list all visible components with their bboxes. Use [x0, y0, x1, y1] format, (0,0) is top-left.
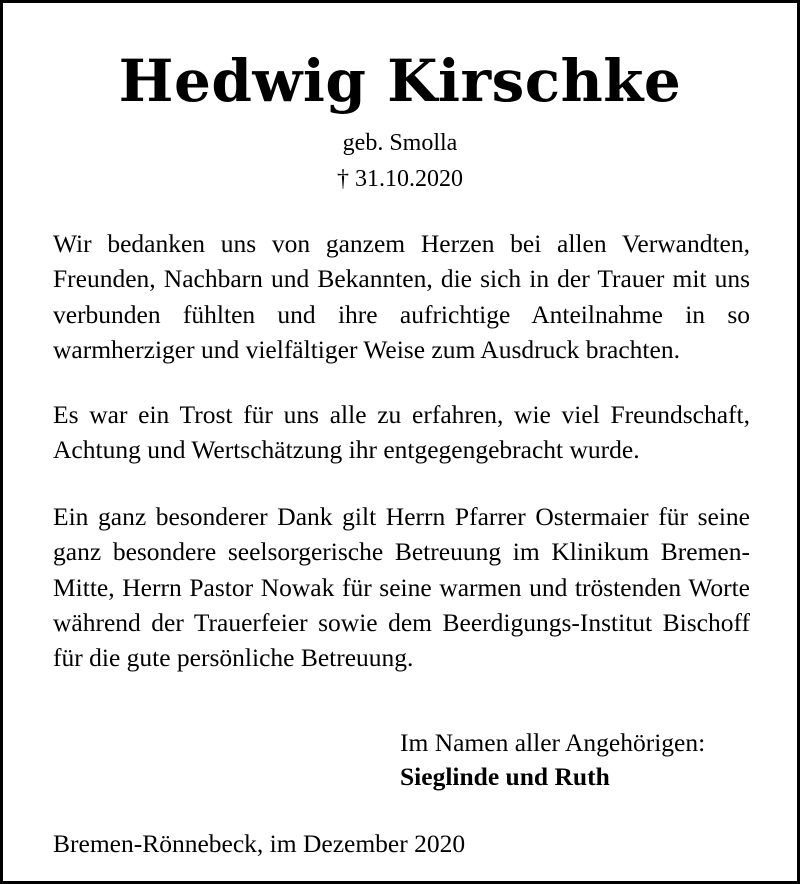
thanks-paragraph: Wir bedanken uns von ganzem Herzen bei allen Verwandten, Freunden, Nachbarn und Bekannten, die sich in der Trauer mit uns verbunden fühlten und ihre aufrichtige Anteilnahme in so warmherziger und vielfältiger Weise zum Ausdruck brachten. [53, 229, 750, 364]
birth-name: geb. Smolla [342, 130, 458, 156]
special-thanks-paragraph: Ein ganz besonderer Dank gilt Herrn Pfarrer Ostermaier für seine ganz besondere seelsorgerische Betreuung im Klinikum Bremen-Mitte, Herrn Pastor Nowak für seine warmen und tröstenden Worte während der Trauerfeier sowie dem Beerdigungs-Institut Bischoff für die gute persönliche Betreuung. [53, 502, 750, 673]
comfort-paragraph: Es war ein Trost für uns alle zu erfahren, wie viel Freundschaft, Achtung und Wertschätzung ihr entgegengebracht wurde. [53, 400, 750, 465]
death-date: † 31.10.2020 [337, 166, 463, 192]
signature-names: Sieglinde und Ruth [400, 762, 610, 791]
signature-intro: Im Namen aller Angehörigen: [400, 728, 706, 757]
place-and-date: Bremen-Rönnebeck, im Dezember 2020 [53, 829, 466, 858]
deceased-name: Hedwig Kirschke [118, 47, 682, 115]
